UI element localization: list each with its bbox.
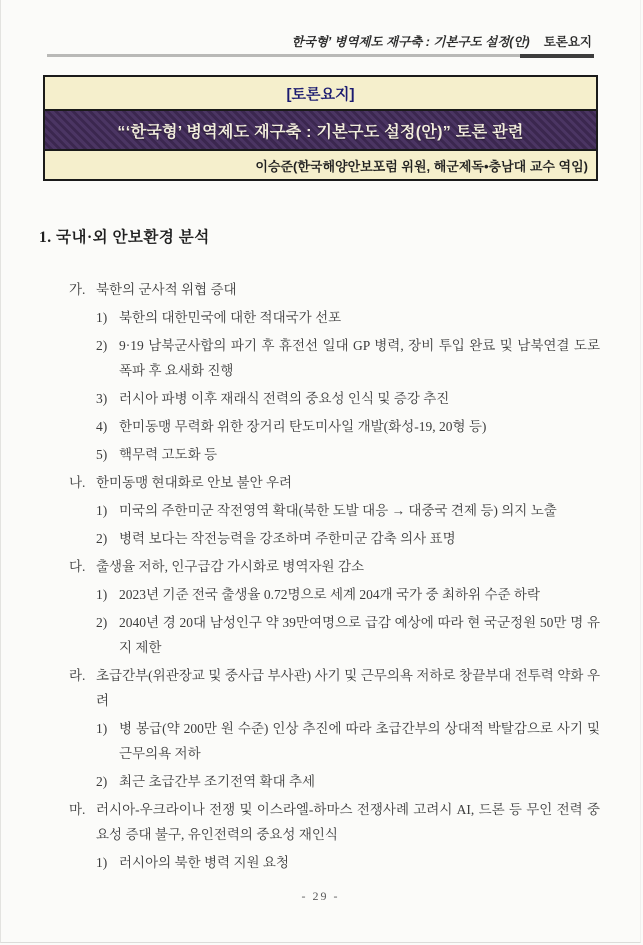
outline-subitems xyxy=(96,716,600,794)
subitem-text: 병 봉급(약 200만 원 수준) 인상 추진에 따라 초급간부의 상대적 박탈감으로 사기 및 근무의욕 저하 xyxy=(119,721,600,761)
item-label: 나. xyxy=(69,475,86,490)
subitem-text: 핵무력 고도화 등 xyxy=(119,447,218,462)
subitem-label: 1) xyxy=(96,587,108,602)
section-title: 1. 국내·외 안보환경 분석 xyxy=(39,229,210,246)
subitem-label: 4) xyxy=(96,419,108,434)
subitem-label: 2) xyxy=(96,774,108,789)
item-label: 마. xyxy=(69,802,86,817)
item-text: 출생율 저하, 인구급감 가시화로 병역자원 감소 xyxy=(96,559,365,574)
header-doc-title: 한국형’ 병역제도 재구축 : 기본구도 설정(안) xyxy=(291,35,530,49)
outline-item-ma xyxy=(69,797,600,875)
box-title-band: “‘한국형’ 병역제도 재구축 : 기본구도 설정(안)” 토론 관련 xyxy=(45,109,596,151)
outline-subitems xyxy=(96,305,600,467)
item-text: 북한의 군사적 위협 증대 xyxy=(96,282,237,297)
subitem-text: 9·19 남북군사합의 파기 후 휴전선 일대 GP 병력, 장비 투입 완료 및 남북연결 도로 폭파 후 요새화 진행 xyxy=(119,338,600,378)
outline-item-head xyxy=(69,277,600,302)
subitem-label: 1) xyxy=(96,503,108,518)
item-text: 러시아-우크라이나 전쟁 및 이스라엘-하마스 전쟁사례 고려시 AI, 드론 등 무인 전력 중요성 증대 불구, 유인전력의 중요성 재인식 xyxy=(96,802,600,842)
header-rule xyxy=(47,54,592,57)
outline-subitem xyxy=(96,442,600,467)
subitem-label: 2) xyxy=(96,531,108,546)
outline-subitem xyxy=(96,414,600,439)
outline-subitem xyxy=(96,526,600,551)
discussion-summary-box xyxy=(43,75,598,181)
header-rule-dark-segment xyxy=(520,54,594,58)
item-label: 다. xyxy=(69,559,86,574)
outline-item-ra xyxy=(69,663,600,794)
subitem-text: 러시아 파병 이후 재래식 전력의 중요성 인식 및 증강 추진 xyxy=(119,391,450,406)
box-label: [토론요지] xyxy=(45,77,596,109)
page-header xyxy=(1,0,640,57)
outline-item-na xyxy=(69,470,600,551)
subitem-text: 미국의 주한미군 작전영역 확대(북한 도발 대응 → 대중국 견제 등) 의지 노출 xyxy=(119,503,557,518)
outline-subitems xyxy=(96,582,600,660)
outline-item-head xyxy=(69,554,600,579)
item-text: 초급간부(위관장교 및 중사급 부사관) 사기 및 근무의욕 저하로 창끝부대 전투력 약화 우려 xyxy=(96,668,600,708)
outline-subitem xyxy=(96,386,600,411)
page-number: - 29 - xyxy=(301,889,340,903)
outline-item-ga xyxy=(69,277,600,467)
outline-subitem xyxy=(96,610,600,660)
subitem-label: 1) xyxy=(96,721,108,736)
outline-subitem xyxy=(96,716,600,766)
subitem-text: 병력 보다는 작전능력을 강조하며 주한미군 감축 의사 표명 xyxy=(119,531,456,546)
item-label: 가. xyxy=(69,282,86,297)
subitem-label: 2) xyxy=(96,615,108,630)
subitem-label: 1) xyxy=(96,855,108,870)
outline-item-da xyxy=(69,554,600,660)
subitem-label: 5) xyxy=(96,447,108,462)
outline-subitem xyxy=(96,305,600,330)
outline-content xyxy=(69,277,600,875)
item-label: 라. xyxy=(69,668,86,683)
subitem-label: 2) xyxy=(96,338,108,353)
outline-subitems xyxy=(96,498,600,551)
outline-item-head xyxy=(69,797,600,847)
subitem-text: 2040년 경 20대 남성인구 약 39만여명으로 급감 예상에 따라 현 국군정원 50만 명 유지 제한 xyxy=(119,615,600,655)
subitem-label: 3) xyxy=(96,391,108,406)
page-header-text xyxy=(47,32,592,54)
outline-item-head xyxy=(69,663,600,713)
subitem-label: 1) xyxy=(96,310,108,325)
subitem-text: 2023년 기준 전국 출생율 0.72명으로 세계 204개 국가 중 최하위 수준 하락 xyxy=(119,587,540,602)
subitem-text: 러시아의 북한 병력 지원 요청 xyxy=(119,855,289,870)
box-author: 이승준(한국해양안보포럼 위원, 해군제독•충남대 교수 역임) xyxy=(45,151,596,179)
outline-subitem xyxy=(96,850,600,875)
outline-subitem xyxy=(96,333,600,383)
item-text: 한미동맹 현대화로 안보 불안 우려 xyxy=(96,475,293,490)
outline-subitems xyxy=(96,850,600,875)
subitem-text: 북한의 대한민국에 대한 적대국가 선포 xyxy=(119,310,342,325)
outline-subitem xyxy=(96,498,600,523)
outline-subitem xyxy=(96,582,600,607)
outline-item-head xyxy=(69,470,600,495)
header-doc-tab: 토론요지 xyxy=(543,35,592,49)
outline-subitem xyxy=(96,769,600,794)
subitem-text: 한미동맹 무력화 위한 장거리 탄도미사일 개발(화성-19, 20형 등) xyxy=(119,419,487,434)
subitem-text: 최근 초급간부 조기전역 확대 추세 xyxy=(119,774,316,789)
